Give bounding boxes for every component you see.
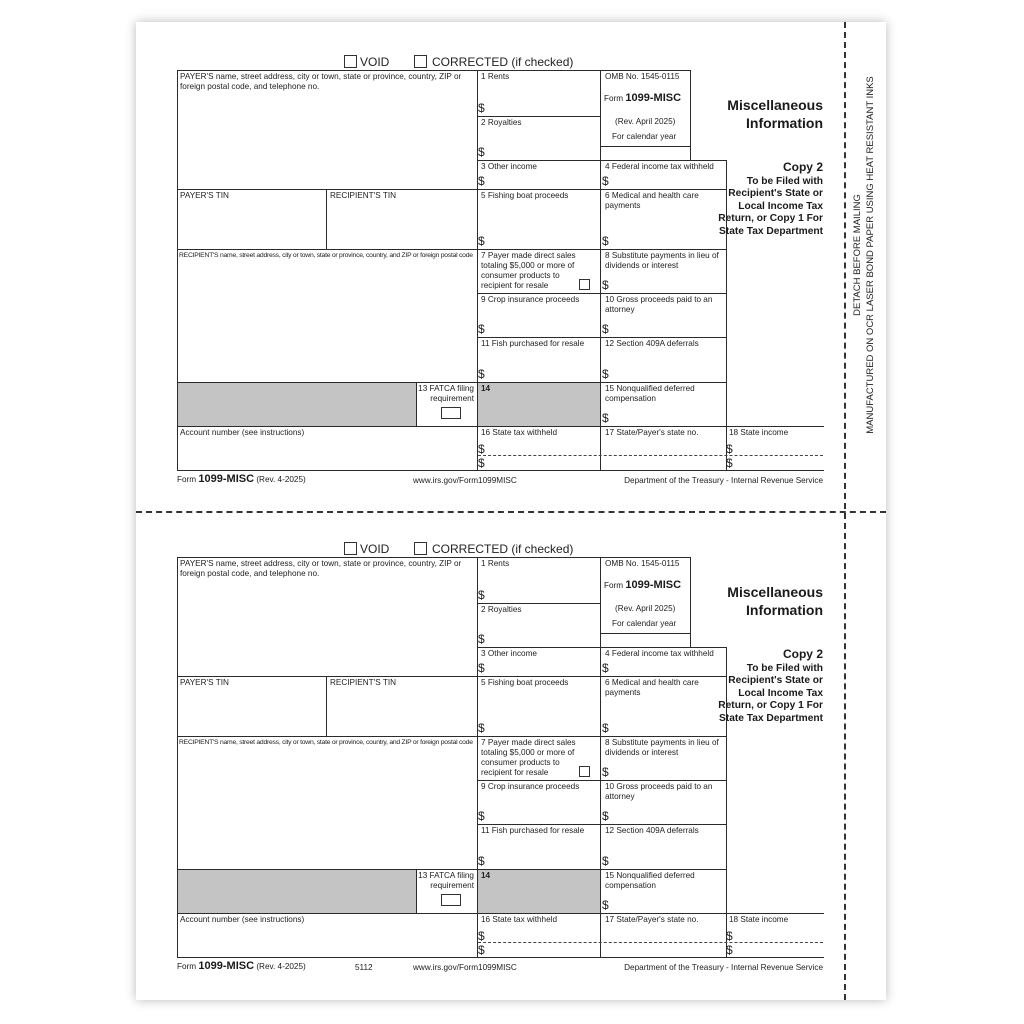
- calendar-year-label: For calendar year: [612, 619, 677, 628]
- copy-label: Copy 2: [782, 160, 823, 174]
- shaded-area: [177, 869, 416, 913]
- box16-dollar-1: $: [478, 442, 485, 456]
- footer-department: Department of the Treasury - Internal Revenue Service: [624, 963, 823, 972]
- revision-label: (Rev. April 2025): [615, 604, 676, 613]
- box12-dollar: $: [602, 854, 609, 868]
- box1-label: 1 Rents: [481, 559, 510, 568]
- box18-dollar-2: $: [726, 456, 733, 470]
- box6-dollar: $: [602, 721, 609, 735]
- footer-url: www.irs.gov/Form1099MISC: [413, 963, 517, 972]
- box8-label: 8 Substitute payments in lieu of dividends or interest: [605, 251, 719, 270]
- box9-label: 9 Crop insurance proceeds: [481, 782, 580, 791]
- paper-notice: MANUFACTURED ON OCR LASER BOND PAPER USING HEAT RESISTANT INKS: [865, 76, 876, 434]
- box11-dollar: $: [478, 367, 485, 381]
- footer-department: Department of the Treasury - Internal Revenue Service: [624, 476, 823, 485]
- box7-checkbox[interactable]: [579, 279, 590, 290]
- payer-info-label: PAYER'S name, street address, city or town, state or province, country, ZIP or foreign postal code, and telephone no.: [180, 559, 462, 578]
- void-label: VOID: [360, 55, 390, 69]
- box18-dollar-2: $: [726, 943, 733, 957]
- box15-label: 15 Nonqualified deferred compensation: [605, 871, 695, 890]
- footer-form-number: Form 1099-MISC (Rev. 4-2025): [177, 473, 306, 485]
- box4-label: 4 Federal income tax withheld: [605, 649, 714, 658]
- box3-dollar: $: [478, 174, 485, 188]
- box2-dollar: $: [478, 632, 485, 646]
- box9-dollar: $: [478, 322, 485, 336]
- box12-label: 12 Section 409A deferrals: [605, 826, 699, 835]
- box17-label: 17 State/Payer's state no.: [605, 428, 699, 437]
- box8-label: 8 Substitute payments in lieu of dividends or interest: [605, 738, 719, 757]
- box15-label: 15 Nonqualified deferred compensation: [605, 384, 695, 403]
- box9-label: 9 Crop insurance proceeds: [481, 295, 580, 304]
- box2-label: 2 Royalties: [481, 118, 522, 127]
- box11-label: 11 Fish purchased for resale: [481, 339, 585, 348]
- box7-label: 7 Payer made direct sales totaling $5,000 or more of consumer products to recipient for resale: [481, 251, 576, 290]
- copy-instructions: To be Filed with Recipient's State or Local Income Tax Return, or Copy 1 For State Tax Department: [718, 176, 823, 237]
- payer-tin-label: PAYER'S TIN: [180, 678, 229, 687]
- box10-dollar: $: [602, 322, 609, 336]
- box14-shaded: [477, 382, 600, 426]
- box18-label: 18 State income: [729, 915, 789, 924]
- box15-dollar: $: [602, 898, 609, 912]
- box12-label: 12 Section 409A deferrals: [605, 339, 699, 348]
- form-number: Form 1099-MISC: [604, 92, 682, 104]
- box2-label: 2 Royalties: [481, 605, 522, 614]
- form-title-line1: Miscellaneous: [727, 97, 823, 113]
- calendar-year-label: For calendar year: [612, 132, 677, 141]
- box15-dollar: $: [602, 411, 609, 425]
- detach-notice: DETACH BEFORE MAILING: [852, 194, 863, 316]
- omb-number: OMB No. 1545-0115: [605, 559, 680, 568]
- box5-dollar: $: [478, 234, 485, 248]
- box3-label: 3 Other income: [481, 649, 537, 658]
- box12-dollar: $: [602, 367, 609, 381]
- box4-label: 4 Federal income tax withheld: [605, 162, 714, 171]
- box14-label: 14: [481, 871, 491, 880]
- box10-dollar: $: [602, 809, 609, 823]
- box6-label: 6 Medical and health care payments: [605, 191, 699, 210]
- footer-form-number: Form 1099-MISC (Rev. 4-2025): [177, 960, 306, 972]
- footer-url: www.irs.gov/Form1099MISC: [413, 476, 517, 485]
- payer-info-label: PAYER'S name, street address, city or town, state or province, country, ZIP or foreign postal code, and telephone no.: [180, 72, 462, 91]
- fatca-checkbox[interactable]: [441, 407, 461, 419]
- box1-label: 1 Rents: [481, 72, 510, 81]
- footer-code: 5112: [355, 963, 373, 972]
- box16-dollar-2: $: [478, 943, 485, 957]
- form-1099-misc-lower: [0, 510, 1024, 997]
- box3-label: 3 Other income: [481, 162, 537, 171]
- box3-dollar: $: [478, 661, 485, 675]
- box11-dollar: $: [478, 854, 485, 868]
- form-number: Form 1099-MISC: [604, 579, 682, 591]
- box1-dollar: $: [478, 101, 485, 115]
- box2-dollar: $: [478, 145, 485, 159]
- box14-shaded: [477, 869, 600, 913]
- box16-label: 16 State tax withheld: [481, 915, 558, 924]
- shaded-area: [177, 382, 416, 426]
- box5-label: 5 Fishing boat proceeds: [481, 191, 569, 200]
- box14-label: 14: [481, 384, 491, 393]
- recipient-tin-label: RECIPIENT'S TIN: [330, 678, 397, 687]
- box16-dollar-2: $: [478, 456, 485, 470]
- void-checkbox[interactable]: [344, 542, 357, 555]
- box18-dollar-1: $: [726, 442, 733, 456]
- recipient-info-label: RECIPIENT'S name, street address, city or town, state or province, country, and ZIP or foreign postal code: [179, 252, 473, 259]
- box7-label: 7 Payer made direct sales totaling $5,000 or more of consumer products to recipient for resale: [481, 738, 576, 777]
- box11-label: 11 Fish purchased for resale: [481, 826, 585, 835]
- box8-dollar: $: [602, 765, 609, 779]
- void-label: VOID: [360, 542, 390, 556]
- box6-label: 6 Medical and health care payments: [605, 678, 699, 697]
- form-title-line2: Information: [746, 115, 823, 131]
- box5-label: 5 Fishing boat proceeds: [481, 678, 569, 687]
- box18-dollar-1: $: [726, 929, 733, 943]
- box6-dollar: $: [602, 234, 609, 248]
- corrected-label: CORRECTED (if checked): [432, 542, 574, 556]
- box16-dollar-1: $: [478, 929, 485, 943]
- box9-dollar: $: [478, 809, 485, 823]
- account-number-label: Account number (see instructions): [180, 428, 305, 437]
- box10-label: 10 Gross proceeds paid to an attorney: [605, 295, 713, 314]
- box4-dollar: $: [602, 661, 609, 675]
- account-number-label: Account number (see instructions): [180, 915, 305, 924]
- box10-label: 10 Gross proceeds paid to an attorney: [605, 782, 713, 801]
- box4-dollar: $: [602, 174, 609, 188]
- corrected-checkbox[interactable]: [414, 542, 427, 555]
- omb-number: OMB No. 1545-0115: [605, 72, 680, 81]
- box18-label: 18 State income: [729, 428, 789, 437]
- fatca-label: 13 FATCA filing requirement: [418, 871, 474, 890]
- form-title-line1: Miscellaneous: [727, 584, 823, 600]
- box17-label: 17 State/Payer's state no.: [605, 915, 699, 924]
- recipient-info-label: RECIPIENT'S name, street address, city or town, state or province, country, and ZIP or foreign postal code: [179, 739, 473, 746]
- copy-instructions: To be Filed with Recipient's State or Local Income Tax Return, or Copy 1 For State Tax Department: [718, 663, 823, 724]
- corrected-checkbox[interactable]: [414, 55, 427, 68]
- box16-label: 16 State tax withheld: [481, 428, 558, 437]
- form-1099-misc-upper: [0, 23, 1024, 510]
- box8-dollar: $: [602, 278, 609, 292]
- box1-dollar: $: [478, 588, 485, 602]
- fatca-label: 13 FATCA filing requirement: [418, 384, 474, 403]
- box7-checkbox[interactable]: [579, 766, 590, 777]
- fatca-checkbox[interactable]: [441, 894, 461, 906]
- corrected-label: CORRECTED (if checked): [432, 55, 574, 69]
- revision-label: (Rev. April 2025): [615, 117, 676, 126]
- copy-label: Copy 2: [782, 647, 823, 661]
- recipient-tin-label: RECIPIENT'S TIN: [330, 191, 397, 200]
- form-title-line2: Information: [746, 602, 823, 618]
- void-checkbox[interactable]: [344, 55, 357, 68]
- box5-dollar: $: [478, 721, 485, 735]
- payer-tin-label: PAYER'S TIN: [180, 191, 229, 200]
